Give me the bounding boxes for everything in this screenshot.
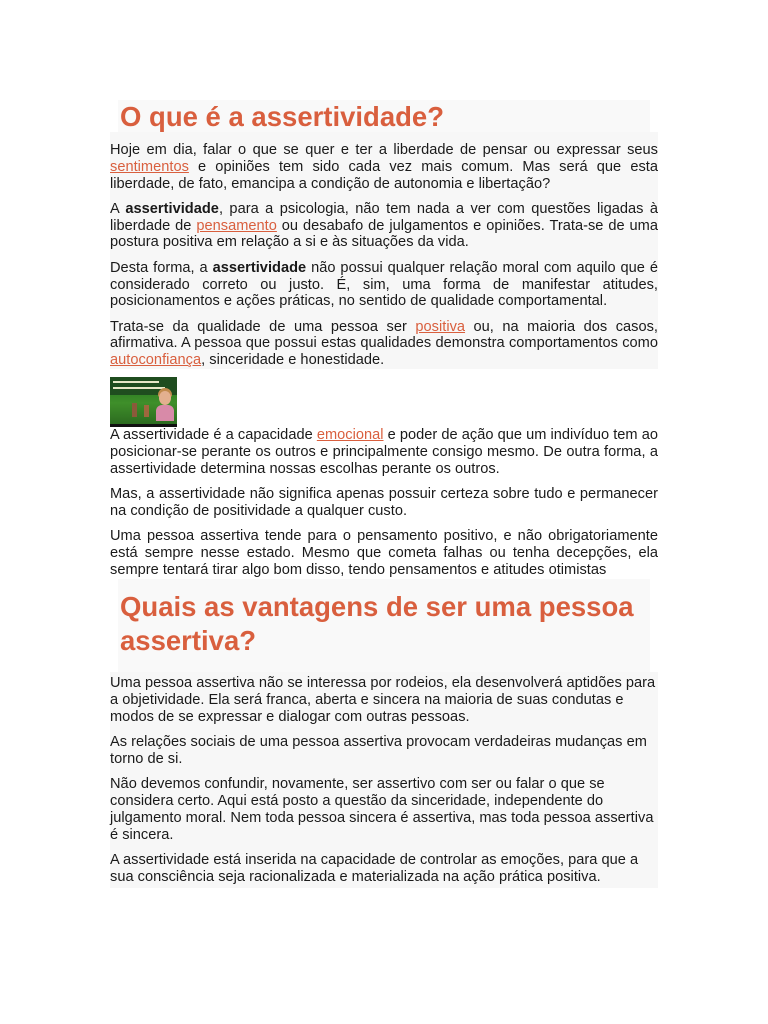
link-sentimentos[interactable]: sentimentos — [110, 158, 189, 175]
paragraph: Mas, a assertividade não significa apenas possuir certeza sobre tudo e permanecer na condição de positividade a qualquer custo. — [110, 485, 658, 519]
link-emocional[interactable]: emocional — [316, 427, 384, 444]
paragraph: Uma pessoa assertiva tende para o pensamento positivo, e não obrigatoriamente está sempre nesse estado. Mesmo que cometa falhas ou tenha decepções, ela sempre tentará tirar algo bom disso, tendo pensamentos e atitudes otimistas — [110, 528, 658, 578]
section-1-title: O que é a assertividade? — [120, 101, 445, 132]
paragraph: Hoje em dia, falar o que se quer e ter a liberdade de pensar ou expressar seus sentimentos e opiniões tem sido cada vez mais comum. Mas será que esta liberdade, de fato, emancipa a condição de autonomia e libertação? — [110, 142, 658, 192]
section-2-title: Quais as vantagens de ser uma pessoa assertiva? — [120, 591, 634, 657]
link-pensamento[interactable]: pensamento — [196, 217, 277, 234]
paragraph: As relações sociais de uma pessoa assertiva provocam verdadeiras mudanças em torno de si. — [110, 734, 647, 768]
section-2-heading-band — [118, 579, 650, 672]
paragraph: Uma pessoa assertiva não se interessa por rodeios, ela desenvolverá aptidões para a objetividade. Ela será franca, aberta e sincera na maioria de suas condutas e modos de se expressar e dialogar com outras pessoas. — [110, 675, 656, 726]
section-2-body — [110, 672, 658, 887]
paragraph: Não devemos confundir, novamente, ser assertivo com ser ou falar o que se considera certo. Aqui está posto a questão da sinceridade, independente do julgamento moral. Nem toda pessoa sincera é assertiva, mas toda pessoa assertiva é sincera. — [110, 776, 654, 843]
video-thumbnail-image[interactable] — [110, 377, 177, 427]
link-positiva[interactable]: positiva — [415, 318, 466, 335]
bold-term: assertividade — [212, 259, 307, 276]
paragraph: A assertividade está inserida na capacidade de controlar as emoções, para que a sua consciência seja racionalizada e materializada na ação prática positiva. — [110, 852, 639, 885]
bold-term: assertividade — [125, 200, 219, 217]
link-autoconfianca[interactable]: autoconfiança — [110, 352, 202, 369]
paragraph: A assertividade, para a psicologia, não tem nada a ver com questões ligadas à liberdade de pensamento ou desabafo de julgamentos e opiniões. Trata-se de uma postura positiva em relação a si e às situações da vida. — [110, 200, 658, 251]
section-1-heading-band — [118, 100, 650, 132]
document-page — [110, 100, 658, 888]
paragraph: Trata-se da qualidade de uma pessoa ser positiva ou, na maioria dos casos, afirmativa. A pessoa que possui estas qualidades demonstra comportamentos como autoconfiança, sinceridade e honestidade. — [110, 318, 659, 369]
paragraph: A assertividade é a capacidade emocional e poder de ação que um indivíduo tem ao posicionar-se perante os outros e principalmente consigo mesmo. De outra forma, a assertividade determina nossas escolhas perante os outros. — [110, 427, 658, 477]
section-1-body-continued — [110, 427, 658, 578]
section-1-body — [110, 132, 658, 369]
paragraph: Desta forma, a assertividade não possui qualquer relação moral com aquilo que é considerado correto ou justo. É, sim, uma forma de manifestar atitudes, posicionamentos e ações práticas, no sentido de qualidade comportamental. — [110, 259, 658, 310]
